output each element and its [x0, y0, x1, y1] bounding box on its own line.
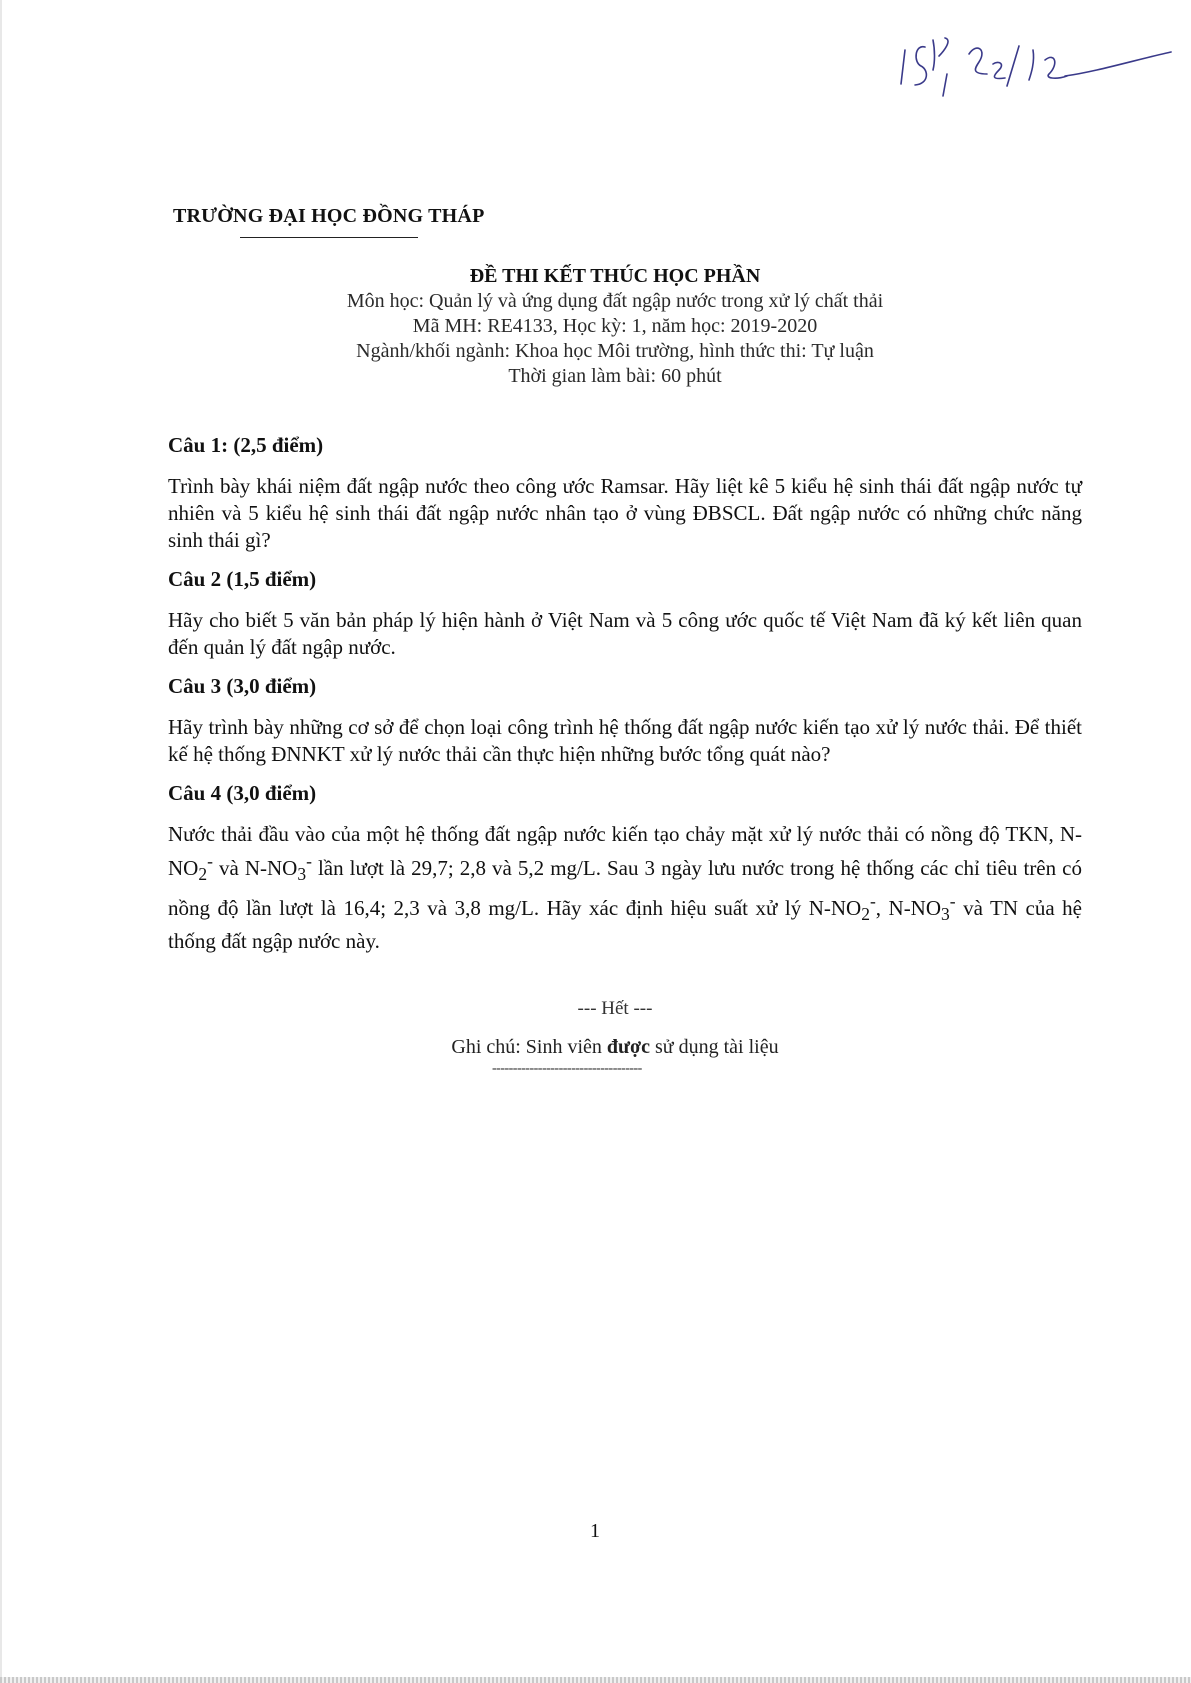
exam-duration: Thời gian làm bài: 60 phút: [508, 365, 722, 387]
exam-code-term: Mã MH: RE4133, Học kỳ: 1, năm học: 2019-2020: [412, 315, 818, 337]
q4-part-2: và N-NO: [212, 856, 298, 880]
question-2-text: Hãy cho biết 5 văn bản pháp lý hiện hành ở Việt Nam và 5 công ước quốc tế Việt Nam đã ký kết liên quan đến quản lý đất ngập nước.: [168, 608, 1082, 659]
q4-sup-minus: -: [949, 891, 956, 912]
page-number: 1: [590, 1520, 600, 1542]
question-2-heading: Câu 2 (1,5 điểm): [168, 567, 317, 591]
questions: [168, 432, 1082, 967]
q4-sup-minus: -: [869, 891, 876, 912]
end-mark: --- Hết ---: [577, 998, 653, 1019]
q4-part-3: lần lượt là 29,7; 2,8 và 5,2 mg/L. Sau 3 ngày lưu nước trong hệ thống các chỉ tiêu trên có nồng độ lần lượt là 16,4; 2,3 và 3,8 mg/L. Hãy xác định hiệu suất xử lý N-NO: [168, 856, 1083, 921]
note-suffix: sử dụng tài liệu: [655, 1036, 779, 1058]
q4-sup-minus: -: [306, 851, 312, 871]
handwriting-drawing: [895, 22, 1175, 112]
q4-sub-2: 2: [198, 864, 208, 885]
dash-separator: ------------------------------------: [492, 1061, 642, 1076]
question-3-text: Hãy trình bày những cơ sở để chọn loại công trình hệ thống đất ngập nước kiến tạo xử lý nước thải. Để thiết kế hệ thống ĐNNKT xử lý nước thải cần thực hiện những bước tổng quát nào?: [168, 715, 1082, 766]
q4-sup-minus: -: [207, 851, 213, 871]
handwritten-date-signature: [895, 22, 1175, 112]
exam-header: [180, 264, 1050, 389]
scan-bottom-edge: [0, 1677, 1191, 1683]
question-1-text: Trình bày khái niệm đất ngập nước theo công ước Ramsar. Hãy liệt kê 5 kiểu hệ sinh thái đất ngập nước tự nhiên và 5 kiểu hệ sinh thái đất ngập nước nhân tạo ở vùng ĐBSCL. Đất ngập nước có những chức năng sinh thái gì?: [168, 474, 1082, 552]
exam-major: Ngành/khối ngành: Khoa học Môi trường, hình thức thi: Tự luận: [356, 340, 874, 362]
question-4-text: [168, 821, 1082, 955]
university-name: TRƯỜNG ĐẠI HỌC ĐỒNG THÁP: [173, 205, 485, 227]
q4-part-4: , N-NO: [875, 896, 942, 921]
question-4-heading: Câu 4 (3,0 điểm): [168, 781, 317, 805]
exam-subject: Môn học: Quản lý và ứng dụng đất ngập nước trong xử lý chất thải: [346, 290, 884, 312]
question-3-heading: Câu 3 (3,0 điểm): [168, 674, 317, 698]
q4-sub-2: 2: [861, 904, 870, 925]
q4-part-5: và TN của hệ thống đất ngập nước này.: [168, 896, 1082, 954]
exam-title: ĐỀ THI KẾT THÚC HỌC PHẦN: [469, 265, 761, 287]
q4-part-1: Nước thải đầu vào của một hệ thống đất ngập nước kiến tạo chảy mặt xử lý nước thải có nồng độ TKN, N-NO: [168, 822, 1082, 880]
scan-edge: [0, 0, 2, 1683]
q4-sub-3: 3: [297, 864, 307, 885]
note-prefix: Ghi chú: Sinh viên: [451, 1036, 602, 1058]
q4-sub-3: 3: [941, 904, 950, 925]
university-underline: [240, 237, 418, 238]
note-bold: được: [606, 1036, 650, 1058]
question-1-heading: Câu 1: (2,5 điểm): [168, 433, 324, 457]
note: [180, 1036, 1050, 1059]
